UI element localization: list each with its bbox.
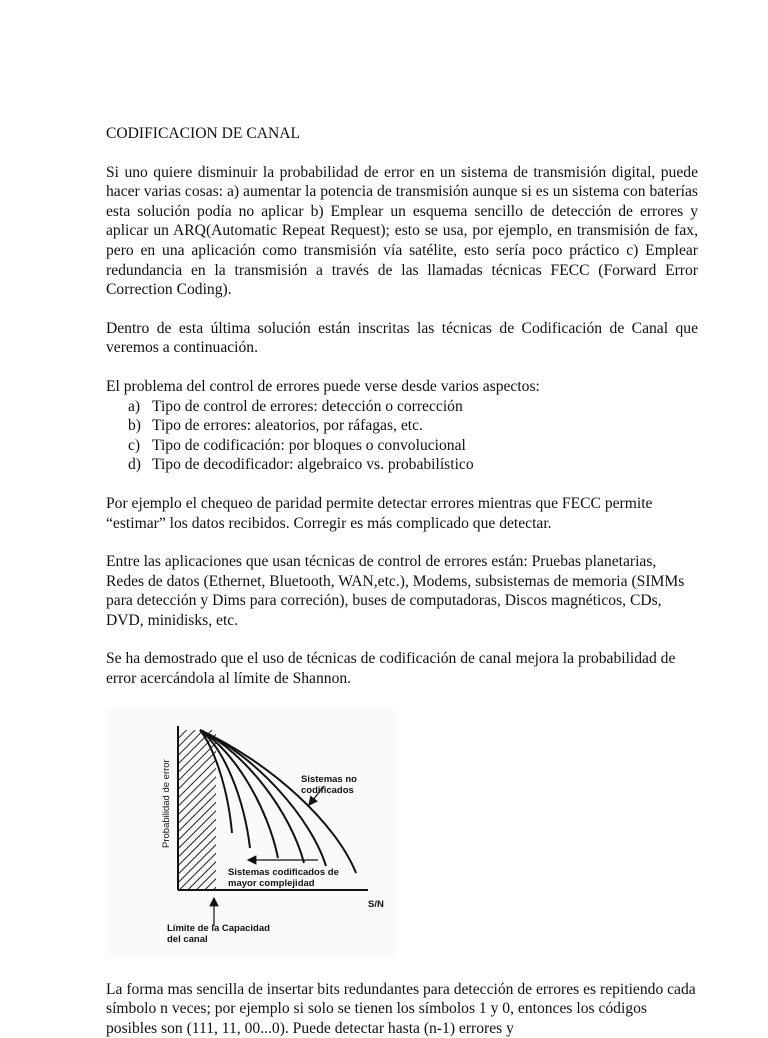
list-marker: c) [128, 436, 141, 454]
list-marker: a) [128, 397, 141, 415]
paragraph-shannon: Se ha demostrado que el uso de técnicas de codificación de canal mejora la probabilidad de error acercándola al límite de Shannon. [106, 650, 676, 688]
list-item-text: Tipo de codificación: por bloques o convolucional [152, 436, 466, 454]
y-axis-label: Probabilidad de error [161, 758, 172, 848]
error-probability-figure [106, 708, 396, 958]
error-probability-diagram [106, 708, 396, 958]
list-item-text: Tipo de decodificador: algebraico vs. probabilístico [152, 456, 474, 474]
paragraph-applications: Entre las aplicaciones que usan técnicas de control de errores están: Pruebas planetarias, Redes de datos (Ethernet, Bluetooth, WAN,etc.), Modems, subsistemas de memoria (SIMMs para detección y Dims para correción), buses de computadoras, Discos magnéticos, CDs, DVD, minidisks, etc. [106, 553, 685, 629]
label-limit-line1: Límite de la Capacidad [167, 922, 270, 934]
paragraph-fecc: Dentro de esta última solución están inscritas las técnicas de Codificación de Canal que veremos a continuación. [106, 319, 698, 357]
curve-uncoded [200, 730, 356, 873]
label-uncoded: Sistemas no codificados [301, 773, 357, 796]
x-axis-label: S/N [368, 898, 384, 910]
list-item [106, 397, 698, 417]
list-item [106, 416, 698, 436]
document-heading: CODIFICACION DE CANAL [106, 125, 301, 142]
document-page [106, 124, 698, 1038]
label-coded-line1: Sistemas codificados de [228, 866, 339, 878]
list-marker: d) [128, 456, 141, 474]
paragraph-parity: Por ejemplo el chequeo de paridad permite detectar errores mientras que FECC permite “estimar” los datos recibidos. Corregir es más complicado que detectar. [106, 494, 653, 532]
list-item-text: Tipo de control de errores: detección o corrección [152, 397, 463, 415]
capacity-limit-region [178, 730, 216, 890]
paragraph-repetition: La forma mas sencilla de insertar bits redundantes para detección de errores es repitiendo cada símbolo n veces; por ejemplo si solo se tienen los símbolos 1 y 0, entonces los códigos posibles son (111, 11, 00...0). Puede detectar hasta (n-1) errores y [106, 980, 696, 1037]
list-item-text: Tipo de errores: aleatorios, por ráfagas, etc. [152, 417, 423, 435]
list-item [106, 436, 698, 456]
label-coded-line2: mayor complejidad [228, 877, 315, 889]
paragraph-aspects-intro: El problema del control de errores puede verse desde varios aspectos: [106, 377, 540, 395]
list-marker: b) [128, 417, 141, 435]
paragraph-intro: Si uno quiere disminuir la probabilidad de error en un sistema de transmisión digital, puede hacer varias cosas: a) aumentar la potencia de transmisión aunque si es un sistema con baterías esta solución podía no aplicar b) Emplear un esquema sencillo de detección de errores y aplicar un ARQ(Automatic Repeat Request); esto se usa, por ejemplo, en transmisión de fax, pero en una aplicación como transmisión vía satélite, esto sería poco práctico c) Emplear redundancia en la transmisión a través de las llamadas técnicas FECC (Forward Error Correction Coding). [106, 163, 698, 299]
aspects-list [106, 397, 698, 475]
label-limit-line2: del canal [167, 933, 208, 945]
list-item [106, 455, 698, 475]
